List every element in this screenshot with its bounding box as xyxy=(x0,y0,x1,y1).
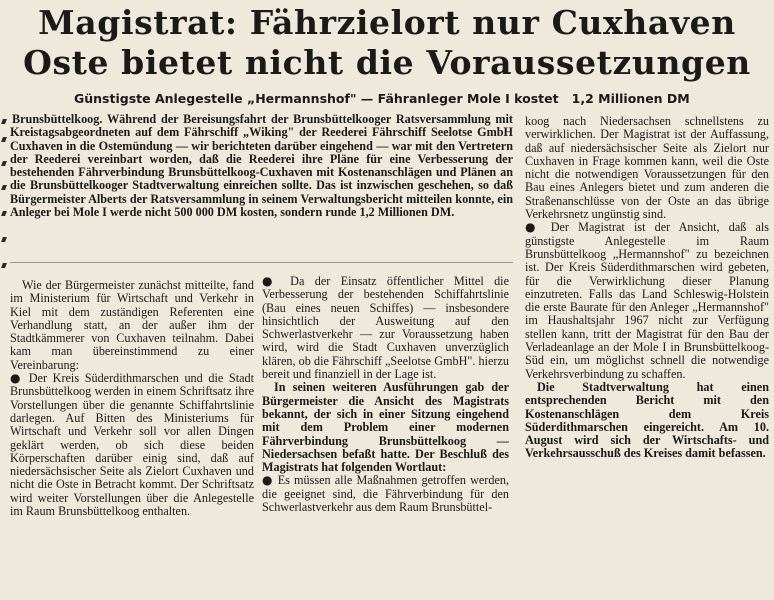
column-3-paragraph-3: Die Stadtverwaltung hat einen entsprechenden Bericht mit den Kostenanschlägen dem Kreis Süderdithmarschen eingereicht. Am 10. August wird sich der Wirtschafts- und Verkehrsausschuß des Kreises damit befassen. xyxy=(525,379,769,461)
column-3-paragraph-1: koog nach Niedersachsen schnellstens zu verwirklichen. Der Magistrat ist der Auffassung, daß auf niedersächsischer Seite als Zielort nur Cuxhaven in Frage kommen kann, weil die Oste nicht die notwendigen Voraussetzungen für den Bau eines Anlegers bietet und zum anderen die Straßenanschlüsse von der Oste an das übrige Verkehrsnetz ungünstig sind. xyxy=(525,114,769,222)
headline-line-1: Magistrat: Fährzielort nur Cuxhaven xyxy=(38,3,736,42)
column-3-paragraph-2 xyxy=(525,221,769,381)
bullet-icon: ● xyxy=(525,220,542,235)
column-3 xyxy=(525,115,769,461)
bullet-icon: ● xyxy=(10,371,24,386)
margin-mark xyxy=(1,237,7,242)
margin-marks xyxy=(2,113,8,273)
bullet-icon: ● xyxy=(262,473,274,488)
bullet-icon: ● xyxy=(262,274,280,288)
column-1-paragraph-2-text: Der Kreis Süderdithmarschen und die Stadt Brunsbüttelkoog werden in einem Schriftsatz ihre Vorstellungen über die genannte Schiffahrtslinie darlegen. Auf Bitten des Ministeriums für Wirtschaft und Verkehr soll vor allen Dingen geklärt werden, ob sich diese beiden Körperschaften darüber einig sind, daß auf niedersächsischer Seite als Zielort Cuxhaven und nicht die Oste in Betracht kommt. Der Schriftsatz wird weiter Vorstellungen über die Anlegestelle im Raum Brunsbüttelkoog enthalten. xyxy=(10,371,254,519)
column-2-paragraph-3-text: Es müssen alle Maßnahmen getroffen werden, die geeignet sind, die Fährverbindung für den Schwerlastverkehr aus dem Raum Brunsbüttel- xyxy=(262,473,509,515)
margin-mark xyxy=(1,161,7,166)
margin-mark xyxy=(1,137,7,142)
lead-paragraph xyxy=(10,113,513,219)
column-2-paragraph-3 xyxy=(262,474,509,514)
headline-line-2: Oste bietet nicht die Voraussetzungen xyxy=(23,43,751,82)
column-1-paragraph-1: Wie der Bürgermeister zunächst mitteilte, fand im Ministerium für Wirtschaft und Verkehr in Kiel mit dem zuständigen Referenten eine Verhandlung statt, an der außer ihm der Stadtkämmerer von Cuxhaven teilnahm. Dabei kam man übereinstimmend zu einer Vereinbarung: xyxy=(10,278,254,372)
column-3-paragraph-2-text: Der Magistrat ist der Ansicht, daß als günstigste Anlegestelle im Raum Brunsbüttelkoog „Hermannshof" zu bezeichnen ist. Der Kreis Süderdithmarschen wird gebeten, für die Verwirklichung dieser Planung einzutreten. Falls das Land Schleswig-Holstein die erste Baurate für den Anleger „Hermannshof" im Haushaltsjahr 1967 nicht zur Verfügung stellen kann, tritt der Magistrat für den Bau der Verladeanlage an der Mole I in Brunsbüttelkoog-Süd ein, um möglichst schnell die notwendige Verkehrsverbindung zu schaffen. xyxy=(525,220,769,381)
margin-mark xyxy=(1,119,7,124)
subheadline: Günstigste Anlegestelle „Hermannshof" — Fähranleger Mole I kostet 1,2 Millionen DM xyxy=(74,91,690,106)
column-2 xyxy=(262,275,509,514)
margin-mark xyxy=(1,263,7,268)
column-1-paragraph-2 xyxy=(10,372,254,518)
divider xyxy=(10,262,513,263)
margin-mark xyxy=(1,185,7,190)
lead-text: Brunsbüttelkoog. Während der Bereisungsfahrt der Brunsbüttelkooger Ratsversammlung mit Kreistagsabgeordneten auf dem Fährschiff „Wiking" der Reederei Fährschiff Seelotse GmbH Cuxhaven in die Ostemündung — wir berichteten darüber eingehend — war mit den Vertretern der Reederei vereinbart worden, daß die Reederei ihre Pläne für eine Verbesserung der bestehenden Fährverbindung Brunsbüttelkoog-Cuxhaven mit Kostenanschlägen und Plänen an die Brunsbüttelkooger Stadtverwaltung einreichen sollte. Das ist inzwischen geschehen, so daß Bürgermeister Alberts der Ratsversammlung in seinem Verwaltungsbericht mitteilen konnte, ein Anleger bei Mole I werde nicht 500 000 DM kosten, sondern runde 1,2 Millionen DM. xyxy=(10,112,513,220)
margin-mark xyxy=(1,211,7,216)
column-2-paragraph-2: In seinen weiteren Ausführungen gab der Bürgermeister die Ansicht des Magistrats bekannt, der sich in einer Sitzung eingehend mit dem Problem einer modernen Fährverbindung Brunsbüttelkoog — Niedersachsen befaßt hatte. Der Beschluß des Magistrats hat folgenden Wortlaut: xyxy=(262,380,509,475)
column-2-paragraph-1 xyxy=(262,275,509,381)
column-1 xyxy=(10,279,254,518)
column-2-paragraph-1-text: Da der Einsatz öffentlicher Mittel die Verbesserung der bestehenden Schiffahrtslinie (Bau eines neuen Schiffes) — insbesondere hinsichtlich der Ausweitung auf den Schwerlastverkehr — zur Voraussetzung haben wird, wird die Stadt Cuxhaven unverzüglich klären, ob die Fährschiff „Seelotse GmbH". hierzu bereit und finanziell in der Lage ist. xyxy=(262,274,509,382)
